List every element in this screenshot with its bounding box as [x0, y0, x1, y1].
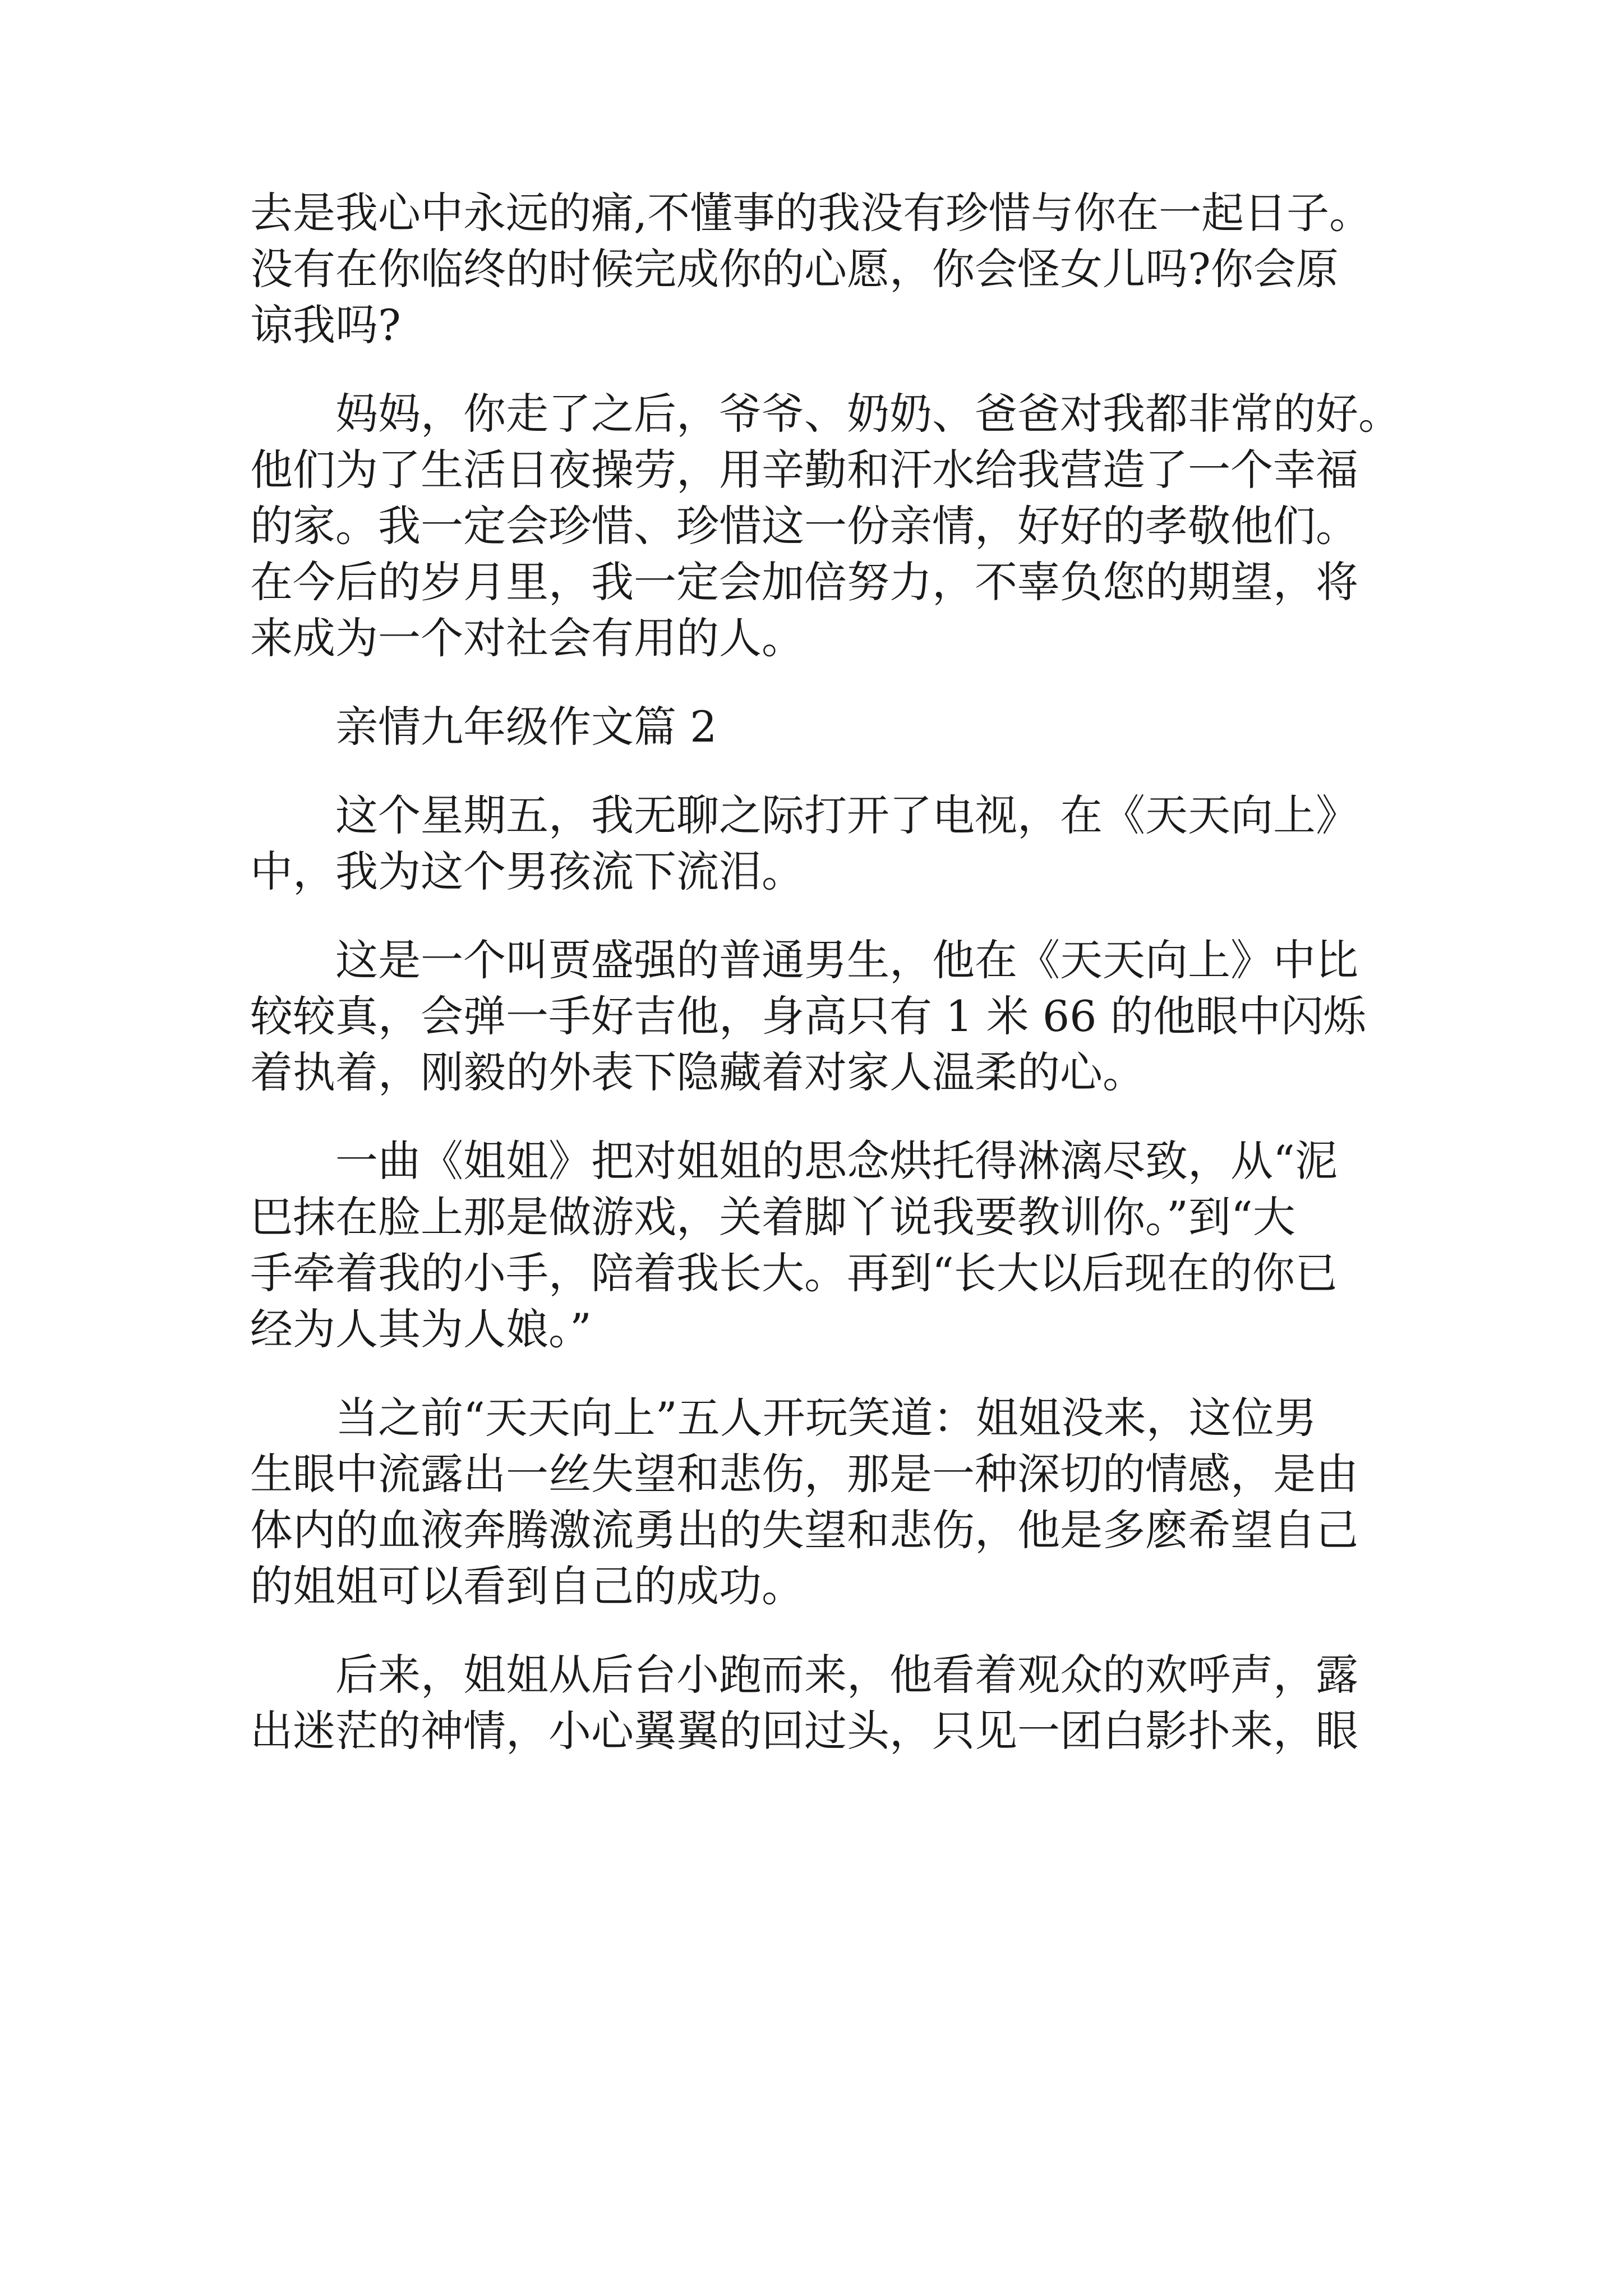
text-line: 一曲《姐姐》把对姐姐的思念烘托得淋漓尽致，从“泥	[335, 1136, 1338, 1186]
text-line: 的姐姐可以看到自己的成功。	[250, 1561, 804, 1611]
text-line: 生眼中流露出一丝失望和悲伤，那是一种深切的情感，是由	[250, 1449, 1358, 1499]
text-line: 后来，姐姐从后台小跑而来，他看着观众的欢呼声，露	[335, 1650, 1358, 1700]
text-line: 这是一个叫贾盛强的普通男生，他在《天天向上》中比	[335, 935, 1358, 985]
text-line: 巴抹在脸上那是做游戏，关着脚丫说我要教训你。”到“大	[250, 1192, 1295, 1242]
text-line: 体内的血液奔腾激流勇出的失望和悲伤，他是多麽希望自己	[250, 1505, 1358, 1555]
text-line: 出迷茫的神情，小心翼翼的回过头，只见一团白影扑来，眼	[250, 1706, 1358, 1756]
text-line: 当之前“天天向上”五人开玩笑道：姐姐没来，这位男	[335, 1393, 1317, 1443]
text-line: 手牵着我的小手，陪着我长大。再到“长大以后现在的你已	[250, 1248, 1338, 1298]
text-line: 中，我为这个男孩流下流泪。	[250, 846, 804, 896]
paragraph-gap	[250, 1101, 1461, 1133]
text-line: 的家。我一定会珍惜、珍惜这一份亲情，好好的孝敬他们。	[250, 501, 1358, 551]
section-heading: 亲情九年级作文篇 2	[335, 702, 717, 752]
paragraph-gap	[250, 900, 1461, 932]
text-line: 经为人其为人娘。”	[250, 1304, 592, 1354]
text-line: 妈妈，你走了之后，爷爷、奶奶、爸爸对我都非常的好。	[335, 389, 1401, 439]
text-line: 着执着，刚毅的外表下隐藏着对家人温柔的心。	[250, 1047, 1145, 1097]
text-line: 谅我吗?	[250, 300, 401, 350]
document-body	[250, 185, 1461, 1759]
paragraph-gap	[250, 1614, 1461, 1647]
text-line: 这个星期五，我无聊之际打开了电视，在《天天向上》	[335, 790, 1358, 840]
text-line: 较较真，会弹一手好吉他，身高只有 1 米 66 的他眼中闪烁	[250, 991, 1366, 1041]
paragraph-gap	[250, 353, 1461, 386]
text-line: 去是我心中永远的痛,不懂事的我没有珍惜与你在一起日子。	[250, 188, 1372, 238]
text-line: 在今后的岁月里，我一定会加倍努力，不辜负您的期望，将	[250, 557, 1358, 607]
paragraph-gap	[250, 666, 1461, 699]
text-line: 没有在你临终的时候完成你的心愿，你会怪女儿吗?你会原	[250, 244, 1339, 294]
text-line: 他们为了生活日夜操劳，用辛勤和汗水给我营造了一个幸福	[250, 445, 1358, 495]
text-line: 来成为一个对社会有用的人。	[250, 613, 804, 663]
paragraph-gap	[250, 1358, 1461, 1390]
paragraph-gap	[250, 755, 1461, 788]
